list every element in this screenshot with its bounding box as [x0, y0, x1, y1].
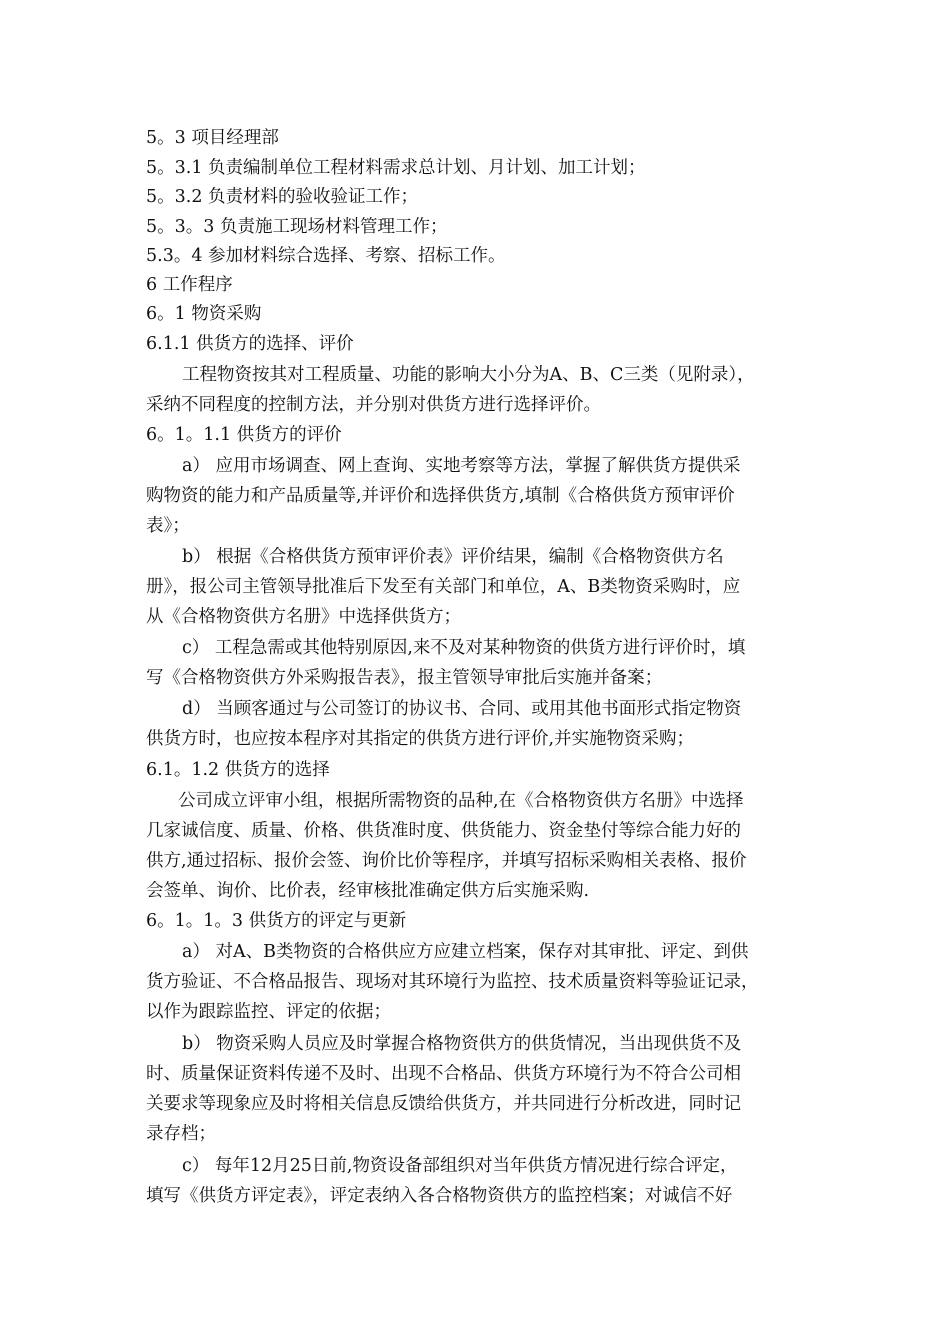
paragraph-line: 会签单、询价、比价表，经审核批准确定供方后实施采购. [146, 881, 590, 901]
paragraph-line: 5。3。3 负责施工现场材料管理工作； [146, 217, 448, 237]
paragraph-line: 几家诚信度、质量、价格、供货准时度、供货能力、资金垫付等综合能力好的 [146, 821, 741, 841]
section-heading-5-3: 5。3 项目经理部 [146, 128, 279, 148]
list-item-line: a） 应用市场调查、网上查询、实地考察等方法，掌握了解供货方提供采 [182, 456, 741, 476]
paragraph-line: 写《合格物资供方外采购报告表》，报主管领导审批后实施并备案； [146, 668, 663, 688]
paragraph-line: 采纳不同程度的控制方法，并分别对供货方进行选择评价。 [146, 395, 601, 415]
paragraph-line: 供货方时，也应按本程序对其指定的供货方进行评价,并实施物资采购； [146, 729, 695, 749]
paragraph-line: 供方,通过招标、报价会签、询价比价等程序，并填写招标采购相关表格、报价 [146, 851, 747, 871]
list-item-line: c） 工程急需或其他特别原因,来不及对某种物资的供货方进行评价时，填 [182, 638, 746, 658]
paragraph-line: 册》，报公司主管领导批准后下发至有关部门和单位，A、B类物资采购时，应 [146, 577, 741, 597]
paragraph-line: 5。3.1 负责编制单位工程材料需求总计划、月计划、加工计划； [146, 158, 646, 178]
section-heading-6: 6 工作程序 [146, 275, 233, 295]
list-item-line: c） 每年12月25日前,物资设备部组织对当年供货方情况进行综合评定， [182, 1156, 738, 1176]
paragraph-line: 以作为跟踪监控、评定的依据； [146, 1002, 391, 1022]
section-heading-6-1-1-3: 6。1。1。3 供货方的评定与更新 [146, 911, 407, 931]
paragraph-line: 5.3。4 参加材料综合选择、考察、招标工作。 [146, 246, 506, 266]
list-item-line: d） 当顾客通过与公司签订的协议书、合同、或用其他书面形式指定物资 [182, 699, 742, 719]
paragraph-line: 关要求等现象应及时将相关信息反馈给供货方，并共同进行分析改进，同时记 [146, 1094, 741, 1114]
list-item-line: a） 对A、B类物资的合格供应方应建立档案，保存对其审批、评定、到供 [182, 942, 749, 962]
paragraph-line: 5。3.2 负责材料的验收验证工作； [146, 187, 419, 207]
paragraph-line: 时、质量保证资料传递不及时、出现不合格品、供货方环境行为不符合公司相 [146, 1064, 741, 1084]
list-item-line: b） 根据《合格供货方预审评价表》评价结果，编制《合格物资供方名 [182, 547, 724, 567]
paragraph-line: 公司成立评审小组，根据所需物资的品种,在《合格物资供方名册》中选择 [178, 791, 744, 811]
paragraph-line: 货方验证、不合格品报告、现场对其环境行为监控、技术质量资料等验证记录， [146, 972, 759, 992]
paragraph-line: 工程物资按其对工程质量、功能的影响大小分为A、B、C三类（见附录）， [182, 365, 755, 385]
paragraph-line: 从《合格物资供方名册》中选择供货方； [146, 607, 461, 627]
list-item-line: b） 物资采购人员应及时掌握合格物资供方的供货情况，当出现供货不及 [182, 1034, 742, 1054]
paragraph-line: 填写《供货方评定表》，评定表纳入各合格物资供方的监控档案；对诚信不好 [146, 1186, 733, 1206]
section-heading-6-1-1-1: 6。1。1.1 供货方的评价 [146, 425, 342, 445]
paragraph-line: 购物资的能力和产品质量等,并评价和选择供货方,填制《合格供货方预审评价 [146, 486, 735, 506]
section-heading-6-1: 6。1 物资采购 [146, 304, 262, 324]
paragraph-line: 录存档； [146, 1124, 216, 1144]
section-heading-6-1-1: 6.1.1 供货方的选择、评价 [146, 334, 354, 354]
paragraph-line: 表》； [146, 516, 190, 536]
section-heading-6-1-1-2: 6.1。1.2 供货方的选择 [146, 760, 330, 780]
